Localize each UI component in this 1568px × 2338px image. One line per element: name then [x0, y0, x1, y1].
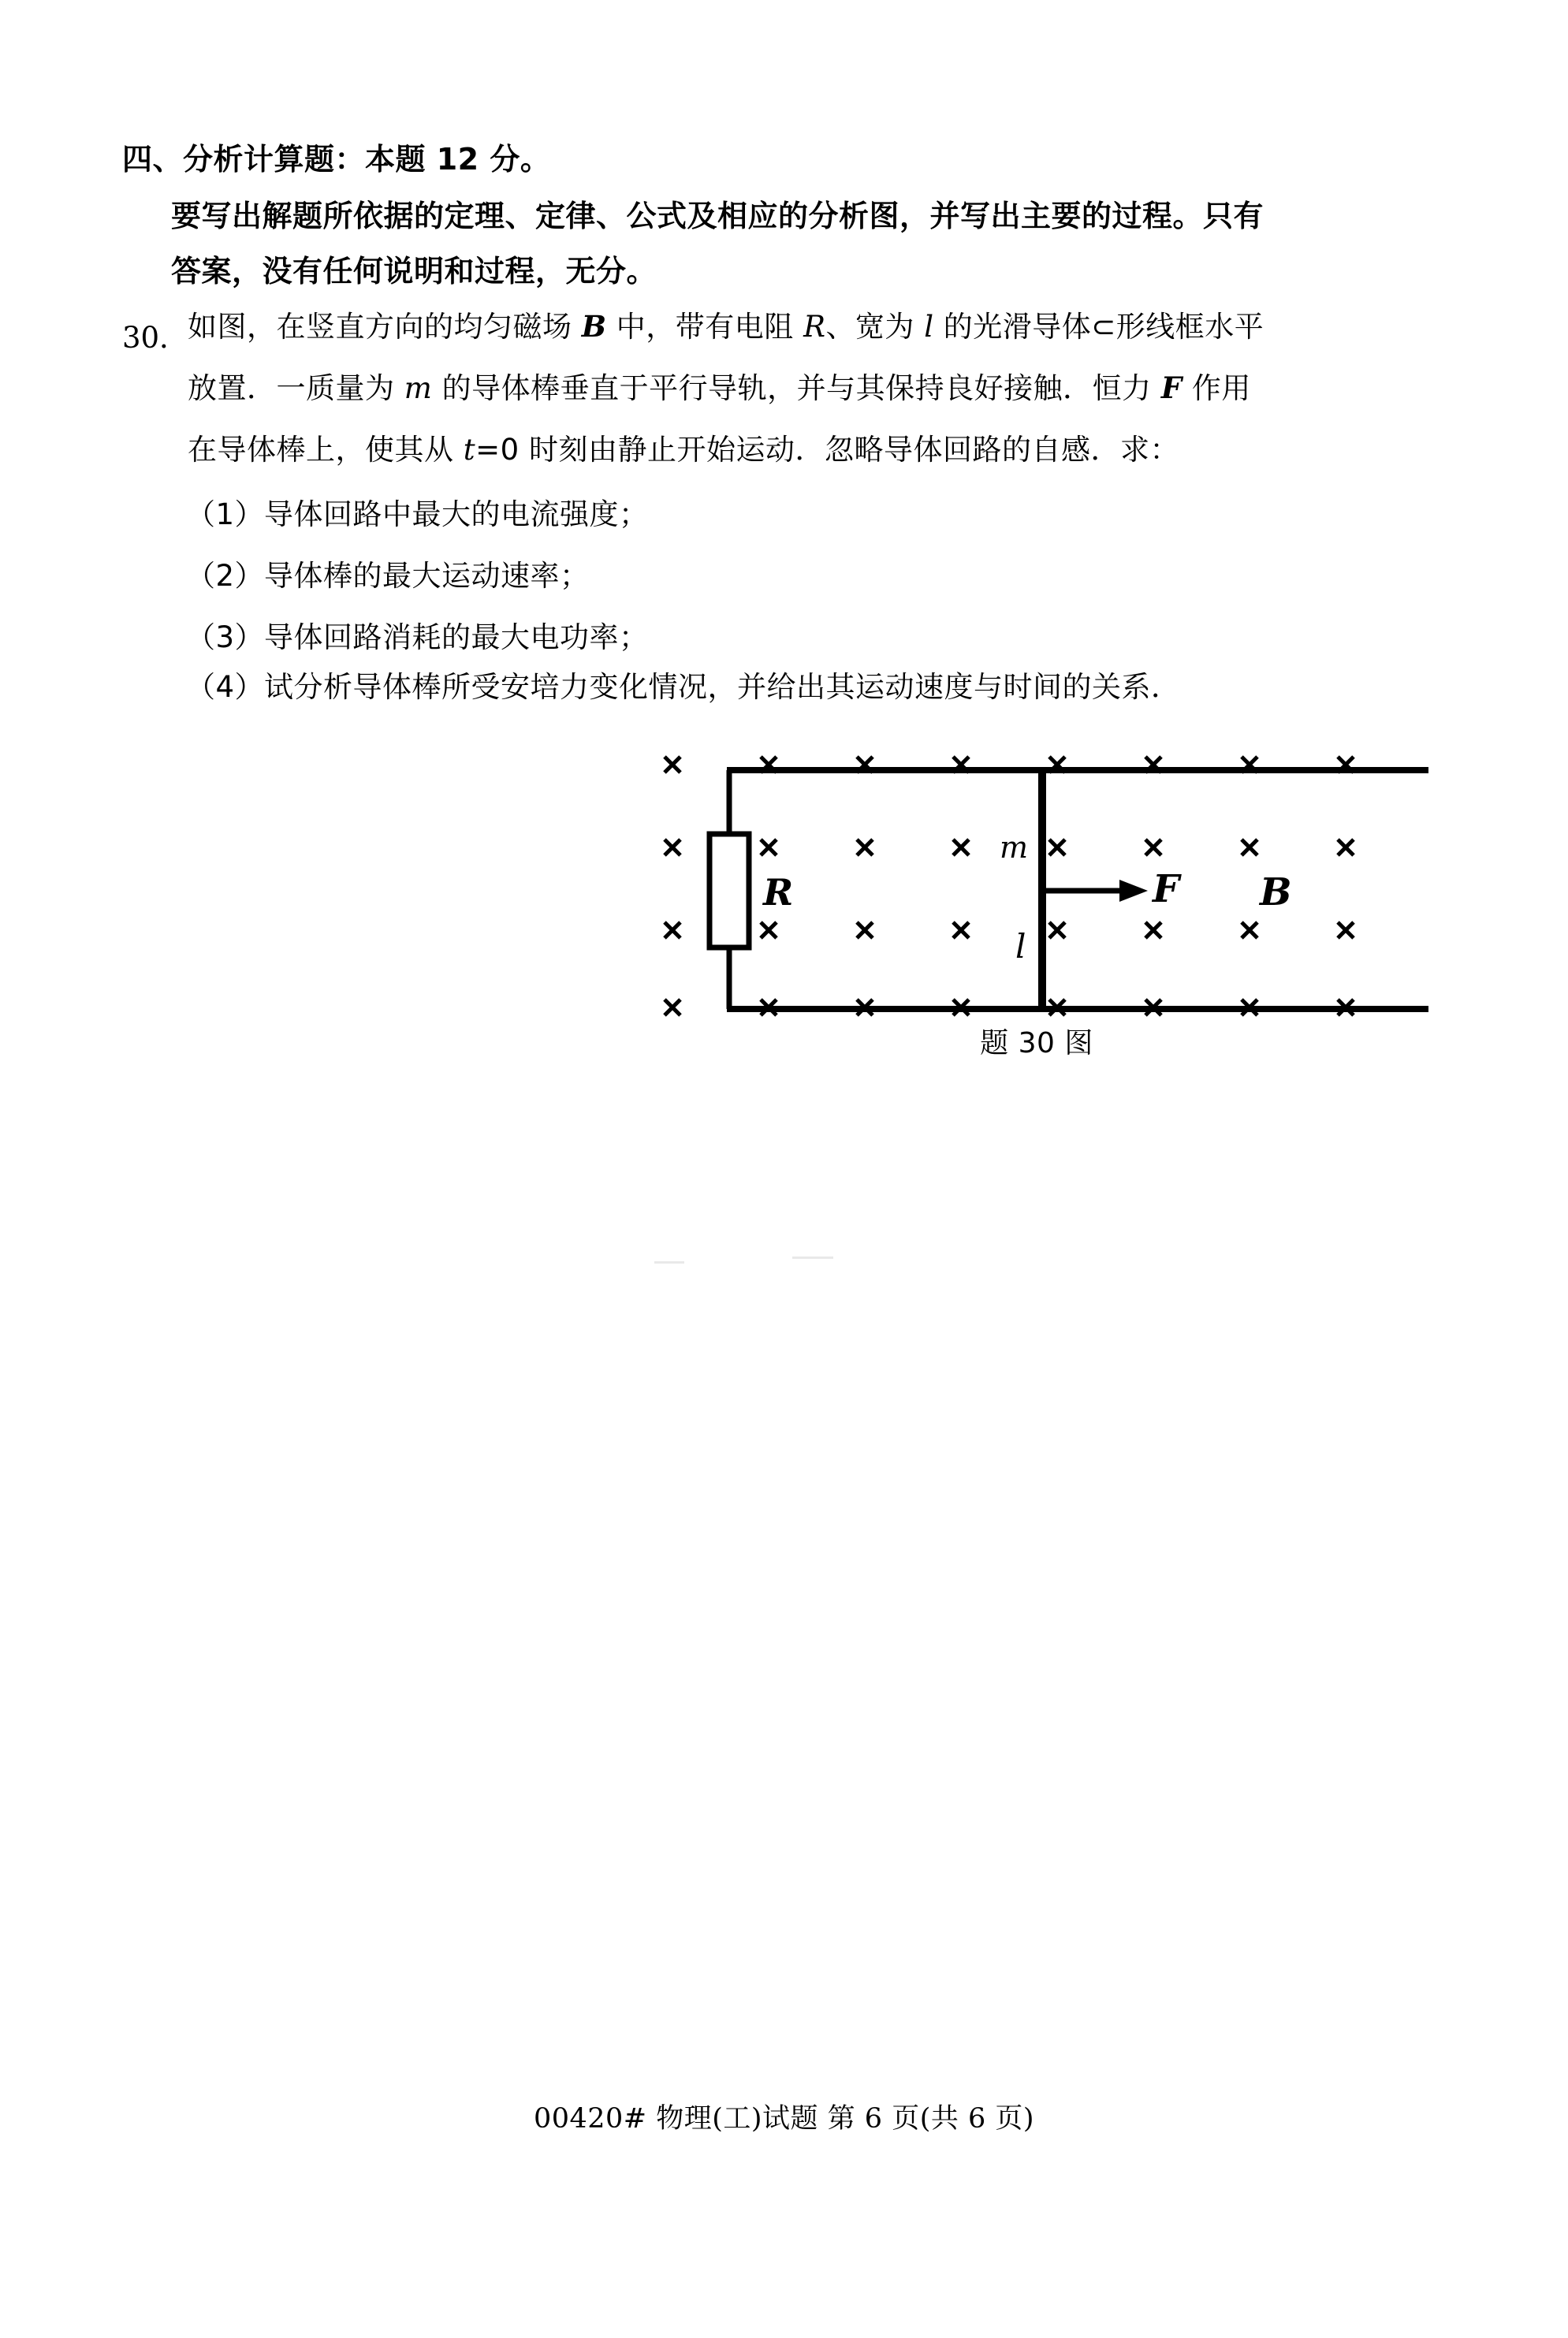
question-stem-line-3 [188, 433, 1179, 467]
field-cross [1338, 922, 1354, 938]
stem-text: 的导体棒垂直于平行导轨，并与其保持良好接触．恒力 [432, 371, 1161, 405]
field-cross [1338, 840, 1354, 855]
field-cross [665, 840, 680, 855]
page-footer: 00420# 物理(工)试题 第 6 页(共 6 页) [533, 2103, 1035, 2135]
question-stem-line-2 [188, 370, 1251, 405]
stem-text: 放置．一质量为 [188, 371, 404, 405]
symbol-B: B [581, 309, 607, 344]
field-cross [857, 840, 873, 855]
figure-caption: 题 30 图 [980, 1027, 1093, 1059]
stem-text: =0 时刻由静止开始运动．忽略导体回路的自感．求： [475, 433, 1179, 467]
symbol-l: l [924, 310, 934, 344]
force-arrow-F [1045, 880, 1148, 902]
scan-artifact [654, 1261, 684, 1264]
symbol-F: F [1160, 370, 1183, 405]
bar-mass-label-m: m [1000, 830, 1029, 865]
resistor-label-R: R [763, 871, 794, 914]
sub-question-1: （1）导体回路中最大的电流强度； [186, 497, 649, 531]
field-cross [761, 922, 777, 938]
field-cross [665, 922, 680, 938]
circuit-in-magnetic-field-svg [639, 733, 1435, 1064]
stem-text: 如图，在竖直方向的均匀磁场 [188, 310, 582, 344]
field-cross [1049, 840, 1065, 855]
field-cross [665, 1000, 680, 1015]
question-stem-line-1 [188, 309, 1264, 344]
field-cross [1242, 922, 1257, 938]
scan-artifact [792, 1256, 833, 1259]
field-cross [1145, 840, 1161, 855]
section-heading-line-1: 四、分析计算题：本题 12 分。 [122, 142, 551, 177]
symbol-R: R [803, 310, 826, 344]
stem-text: 中，带有电阻 [606, 310, 804, 344]
stem-text: 的光滑导体⊂形线框水平 [933, 310, 1264, 344]
question-number: 30． [122, 321, 189, 355]
stem-text: 在导体棒上，使其从 [188, 433, 464, 467]
field-cross [665, 757, 680, 773]
force-label-F: F [1153, 867, 1180, 911]
field-cross [1242, 840, 1257, 855]
field-label-B: B [1260, 870, 1292, 914]
sub-question-2: （2）导体棒的最大运动速率； [186, 559, 590, 593]
stem-text: 作用 [1182, 371, 1251, 405]
section-heading-line-2: 要写出解题所依据的定理、定律、公式及相应的分析图，并写出主要的过程。只有 [171, 199, 1264, 233]
sub-question-3: （3）导体回路消耗的最大电功率； [186, 620, 649, 654]
figure-30-diagram [639, 733, 1435, 1064]
resistor-R [710, 834, 749, 947]
field-cross [953, 840, 969, 855]
field-cross [857, 922, 873, 938]
field-cross [761, 840, 777, 855]
symbol-m: m [404, 371, 433, 405]
bar-length-label-l: l [1015, 927, 1026, 966]
field-cross [953, 922, 969, 938]
field-cross [1145, 922, 1161, 938]
sub-question-4: （4）试分析导体棒所受安培力变化情况，并给出其运动速度与时间的关系． [186, 670, 1181, 704]
field-cross-row-3 [665, 922, 1354, 938]
symbol-t: t [463, 433, 476, 467]
field-cross [1049, 922, 1065, 938]
stem-text: 、宽为 [825, 310, 925, 344]
section-heading-line-3: 答案，没有任何说明和过程，无分。 [171, 254, 657, 289]
